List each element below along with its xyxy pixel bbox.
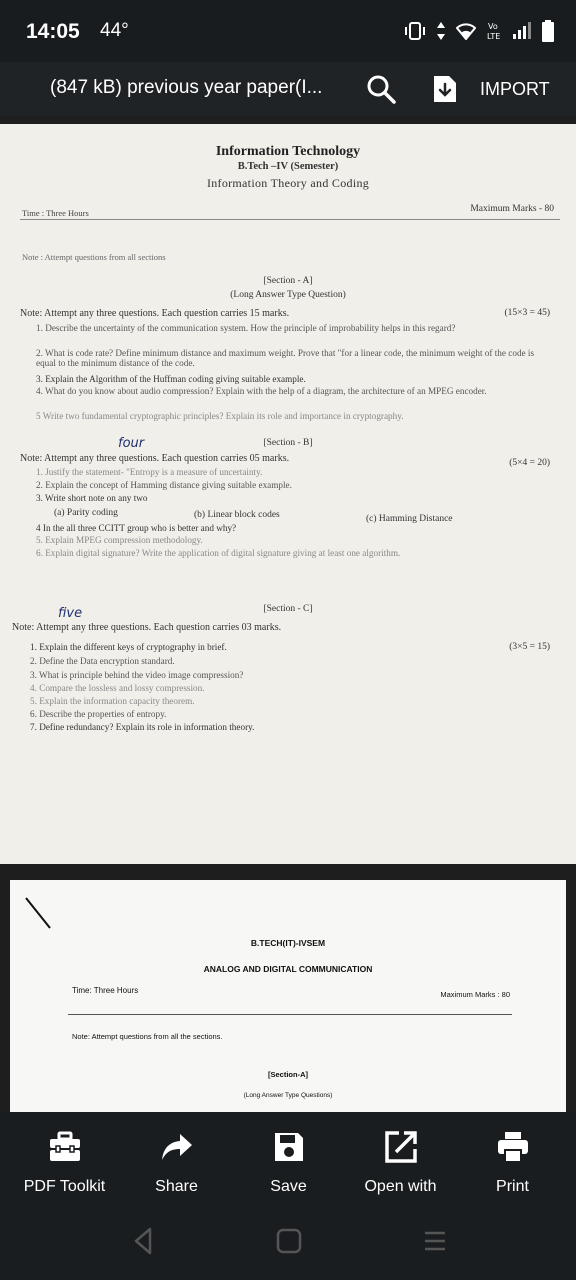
document-page-2 [10,880,566,1112]
section-c-title: [Section - C] [263,604,313,614]
question-item: 6. Explain digital signature? Write the application of digital signature giving at least one algorithm. [36,548,401,558]
vibrate-icon [404,22,426,40]
document-viewer[interactable] [0,116,576,1112]
section-a-title: [Section - A] [263,276,313,286]
question-item: 4 In the all three CCITT group who is better and why? [36,523,237,533]
option-item: (b) Linear block codes [194,510,280,520]
page-2-section-subtitle: (Long Answer Type Questions) [243,1092,333,1099]
page-2-section-title: [Section-A] [268,1070,308,1079]
import-file-icon[interactable] [432,75,458,103]
section-a-subtitle: (Long Answer Type Question) [230,290,346,300]
question-item: 2. What is code rate? Define minimum distance and maximum weight. Prove that "for a linear code, the minimum weight of the code is equal to the minimum distance of the code. [36,348,535,368]
question-item: 3. Write short note on any two [36,493,148,503]
question-item: 5. Explain the information capacity theorem. [30,696,195,706]
section-a-note: Note: Attempt any three questions. Each question carries 15 marks. [20,308,290,319]
document-title: (847 kB) previous year paper(I... [50,77,323,98]
question-item: 1. Explain the different keys of cryptography in brief. [30,642,227,652]
time-label: Time : Three Hours [22,208,89,218]
question-item: 7. Define redundancy? Explain its role in information theory. [30,722,255,732]
open-with-icon [384,1130,418,1164]
search-icon[interactable] [366,74,396,104]
page-title: Information Technology [215,144,361,159]
back-icon[interactable] [128,1226,158,1256]
option-item: (c) Hamming Distance [366,514,453,524]
question-item: 1. Justify the statement- "Entropy is a measure of uncertainty. [36,467,263,477]
question-item: 4. What do you know about audio compression? Explain with the help of a diagram, the architecture of an MPEG encoder. [36,386,487,396]
general-note: Note : Attempt questions from all sections [22,252,166,262]
bottom-toolbar [0,1112,576,1206]
section-b-title: [Section - B] [263,438,313,448]
section-c-marks: (3×5 = 15) [509,642,550,652]
max-marks-label: Maximum Marks - 80 [470,204,554,214]
question-item: 1. Describe the uncertainty of the communication system. How the principle of improbability helps in this regard? [36,323,456,333]
bottom-bar-label: PDF Toolkit [23,1178,106,1195]
question-item: 4. Compare the lossless and lossy compression. [30,683,205,693]
signal-icon [512,22,532,40]
app-bar [0,62,576,116]
question-item: 2. Explain the concept of Hamming distance giving suitable example. [36,480,292,490]
section-c-note: Note: Attempt any three questions. Each question carries 03 marks. [12,622,282,633]
volte-icon [486,21,502,41]
toolkit-icon [48,1130,82,1164]
page-2-note: Note: Attempt questions from all the sections. [72,1032,223,1041]
bottom-bar-label: Print [496,1178,529,1195]
pdf-toolkit-button[interactable] [7,1112,122,1206]
data-arrows-icon [436,21,446,41]
save-icon [272,1130,306,1164]
share-button[interactable] [119,1112,234,1206]
share-icon [160,1130,194,1164]
page-2-subject: ANALOG AND DIGITAL COMMUNICATION [203,964,373,974]
battery-icon [542,20,554,42]
bottom-bar-label: Save [270,1178,307,1195]
status-temperature: 44° [100,20,129,41]
subject-label: Information Theory and Coding [206,176,370,190]
status-bar [0,0,576,62]
import-button[interactable]: IMPORT [480,79,550,99]
question-item: 6. Describe the properties of entropy. [30,709,167,719]
status-icons [404,20,554,42]
question-item: 3. What is principle behind the video image compression? [30,670,244,680]
page-2-time-label: Time: Three Hours [72,986,139,995]
question-item: 5. Explain MPEG compression methodology. [36,535,203,545]
option-item: (a) Parity coding [54,508,118,518]
header-divider [20,219,560,220]
pen-mark [24,896,54,930]
handwritten-annotation: five [58,606,83,621]
save-button[interactable] [231,1112,346,1206]
handwritten-annotation: four [118,436,145,451]
navigation-bar [0,1206,576,1280]
recents-icon[interactable] [420,1226,450,1256]
wifi-icon [456,22,476,40]
home-icon[interactable] [274,1226,304,1256]
print-icon [496,1130,530,1164]
svg-text:Vo: Vo [488,22,498,31]
course-label: B.Tech –IV (Semester) [237,161,339,172]
section-a-marks: (15×3 = 45) [504,308,550,318]
page-2-divider [68,1014,512,1015]
question-item: 3. Explain the Algorithm of the Huffman coding giving suitable example. [36,374,306,384]
page-2-max-marks: Maximum Marks : 80 [440,990,510,999]
open-with-button[interactable] [343,1112,458,1206]
svg-text:LTE: LTE [487,32,501,41]
question-item: 5 Write two fundamental cryptographic principles? Explain its role and importance in cryptography. [36,411,404,421]
page-2-heading: B.TECH(IT)-IVSEM [250,938,326,948]
question-item: 2. Define the Data encryption standard. [30,656,175,666]
section-b-note: Note: Attempt any three questions. Each question carries 05 marks. [20,453,290,464]
print-button[interactable] [455,1112,570,1206]
bottom-bar-label: Share [155,1178,198,1195]
bottom-bar-label: Open with [364,1178,437,1195]
status-time: 14:05 [26,20,80,43]
section-b-marks: (5×4 = 20) [509,458,550,468]
document-page-1 [0,124,576,864]
